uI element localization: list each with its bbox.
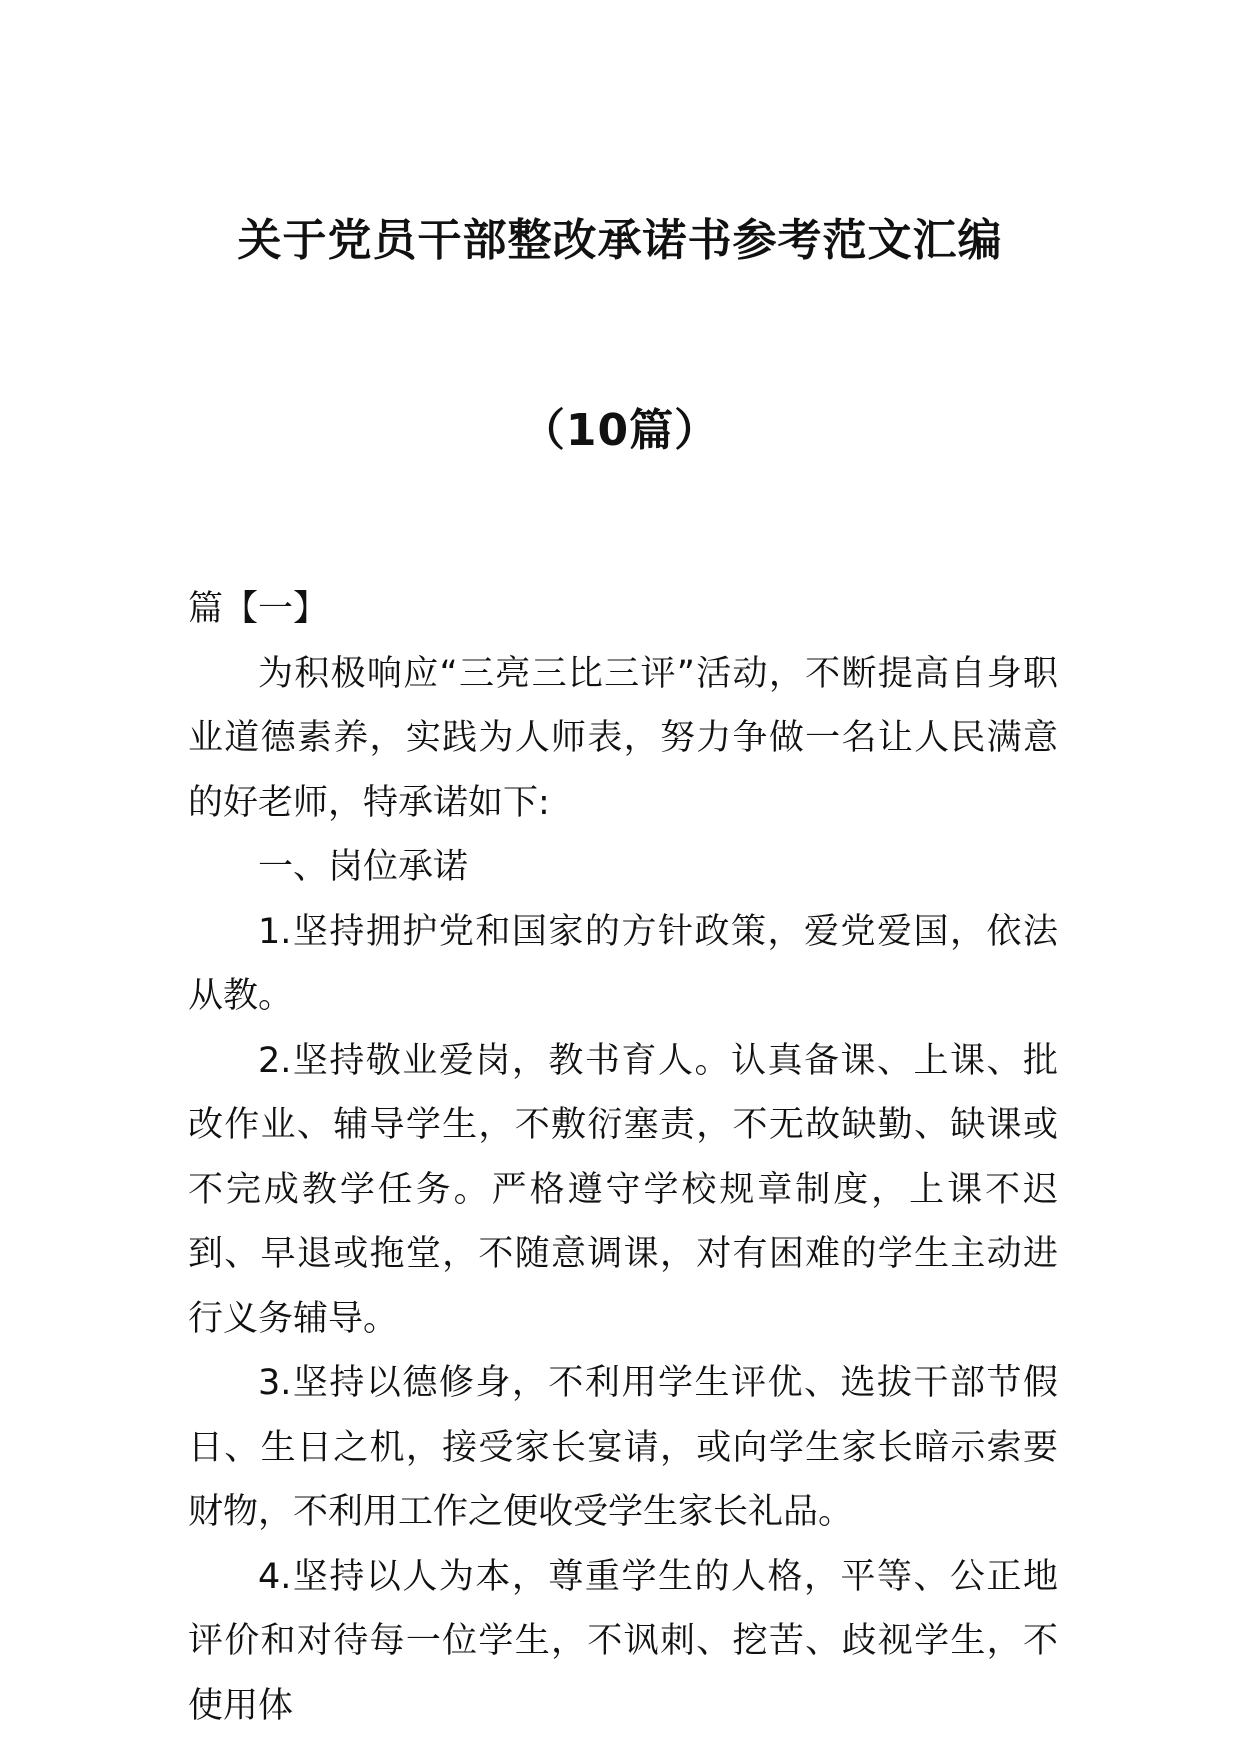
subsection-heading: 一、岗位承诺 xyxy=(258,847,469,887)
document-subtitle: （10篇） xyxy=(520,405,720,456)
document-title: 关于党员干部整改承诺书参考范文汇编 xyxy=(237,215,1003,266)
commitment-item-3: 3.坚持以德修身，不利用学生评优、选拔干部节假日、生日之机，接受家长宴请，或向学生家长暗示索要财物，不利用工作之便收受学生家长礼品。 xyxy=(188,1363,1058,1532)
document-body xyxy=(188,577,1058,1738)
intro-paragraph: 为积极响应“三亮三比三评”活动，不断提高自身职业道德素养，实践为人师表，努力争做一名让人民满意的好老师，特承诺如下: xyxy=(188,653,1058,823)
commitment-item-1: 1.坚持拥护党和国家的方针政策，爱党爱国，依法从教。 xyxy=(188,911,1058,1016)
section-heading: 篇【一】 xyxy=(188,589,329,629)
commitment-item-2: 2.坚持敬业爱岗，教书育人。认真备课、上课、批改作业、辅导学生，不敷衍塞责，不无故缺勤、缺课或不完成教学任务。严格遵守学校规章制度，上课不迟到、早退或拖堂，不随意调课，对有困难的学生主动进行义务辅导。 xyxy=(188,1040,1058,1339)
commitment-item-4: 4.坚持以人为本，尊重学生的人格，平等、公正地评价和对待每一位学生，不讽刺、挖苦、歧视学生，不使用体 xyxy=(188,1556,1058,1726)
